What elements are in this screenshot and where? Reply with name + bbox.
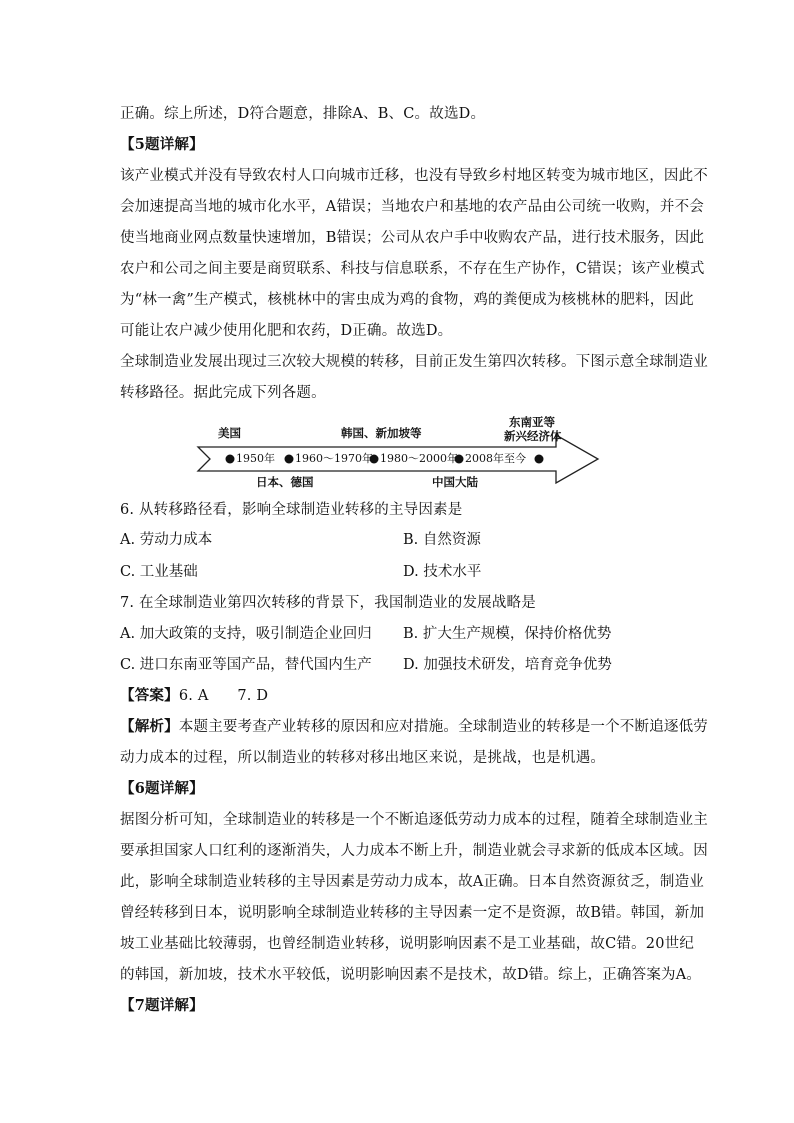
text-line: 此，影响全球制造业转移的主导因素是劳动力成本，故A正确。日本自然资源贫乏，制造业 xyxy=(120,874,704,890)
section-header-q5: 【5题详解】 xyxy=(120,136,204,153)
section-header-q7: 【7题详解】 xyxy=(120,997,204,1014)
text-line: 全球制造业发展出现过三次较大规模的转移，目前正发生第四次转移。下图示意全球制造业 xyxy=(120,354,708,370)
question-6-stem: 6. 从转移路径看，影响全球制造业转移的主导因素是 xyxy=(120,502,463,518)
question-6-option-a: A. 劳动力成本 xyxy=(120,532,213,548)
transfer-path-diagram xyxy=(196,415,606,495)
label-usa: 美国 xyxy=(218,426,241,440)
answer-line xyxy=(120,686,680,706)
period-1960-1970: 1960～1970年 xyxy=(295,452,373,465)
question-7-option-d: D. 加强技术研发，培育竞争优势 xyxy=(403,657,612,673)
point-1 xyxy=(226,455,235,464)
text-line: 农户和公司之间主要是商贸联系、科技与信息联系，不存在生产协作，C错误；该产业模式 xyxy=(120,261,705,277)
point-5 xyxy=(535,455,544,464)
question-6-option-b: B. 自然资源 xyxy=(403,532,481,548)
question-7-option-a: A. 加大政策的支持，吸引制造企业回归 xyxy=(120,626,372,642)
period-1950: 1950年 xyxy=(236,452,275,465)
question-6-option-c: C. 工业基础 xyxy=(120,564,198,580)
point-2 xyxy=(285,455,294,464)
question-7-option-c: C. 进口东南亚等国产品，替代国内生产 xyxy=(120,657,372,673)
answer-text: 6. A 7. D xyxy=(178,688,269,704)
section-header-q6: 【6题详解】 xyxy=(120,780,204,797)
label-japan-germany: 日本、德国 xyxy=(256,475,314,489)
answer-label: 【答案】 xyxy=(120,687,179,704)
label-china-mainland: 中国大陆 xyxy=(432,475,478,489)
text-line: 坡工业基础比较薄弱，也曾经制造业转移，说明影响因素不是工业基础，故C错。20世纪 xyxy=(120,936,695,952)
question-6-option-d: D. 技术水平 xyxy=(403,564,482,580)
text-line: 为“林一禽”生产模式，核桃林中的害虫成为鸡的食物，鸡的粪便成为核桃林的肥料，因此 xyxy=(120,292,694,308)
text-line: 正确。综上所述，D符合题意，排除A、B、C。故选D。 xyxy=(120,106,486,122)
text-line: 曾经转移到日本，说明影响全球制造业转移的主导因素一定不是资源，故B错。韩国，新加 xyxy=(120,905,705,921)
analysis-text-1: 本题主要考查产业转移的原因和应对措施。全球制造业的转移是一个不断追逐低劳 xyxy=(178,719,709,735)
text-line: 可能让农户减少使用化肥和农药，D正确。故选D。 xyxy=(120,323,453,339)
period-1980-2000: 1980～2000年 xyxy=(380,452,458,465)
analysis-line-2: 动力成本的过程，所以制造业的转移对移出地区来说，是挑战，也是机遇。 xyxy=(120,750,606,766)
text-line: 转移路径。据此完成下列各题。 xyxy=(120,385,326,401)
label-southeast-asia: 东南亚等 xyxy=(509,415,555,429)
text-line: 会加速提高当地的城市化水平，A错误；当地农户和基地的农产品由公司统一收购，并不会 xyxy=(120,199,704,215)
label-korea-singapore: 韩国、新加坡等 xyxy=(341,426,422,440)
question-7-option-b: B. 扩大生产规模，保持价格优势 xyxy=(403,626,612,642)
text-line: 使当地商业网点数量快速增加，B错误；公司从农户手中收购农产品，进行技术服务，因此 xyxy=(120,230,705,246)
text-line: 的韩国，新加坡，技术水平较低，说明影响因素不是技术，故D错。综上，正确答案为A。 xyxy=(120,967,702,983)
period-2008-now: 2008年至今 xyxy=(465,452,526,465)
text-line: 据图分析可知，全球制造业的转移是一个不断追逐低劳动力成本的过程，随着全球制造业主 xyxy=(120,812,708,828)
label-emerging-economies: 新兴经济体 xyxy=(504,429,562,443)
analysis-label: 【解析】 xyxy=(120,718,179,735)
text-line: 要承担国家人口红利的逐渐消失，人力成本不断上升，制造业就会寻求新的低成本区域。因 xyxy=(120,843,708,859)
question-7-stem: 7. 在全球制造业第四次转移的背景下，我国制造业的发展战略是 xyxy=(120,595,536,611)
text-line: 该产业模式并没有导致农村人口向城市迁移，也没有导致乡村地区转变为城市地区，因此不 xyxy=(120,168,708,184)
analysis-line-1 xyxy=(120,717,709,737)
